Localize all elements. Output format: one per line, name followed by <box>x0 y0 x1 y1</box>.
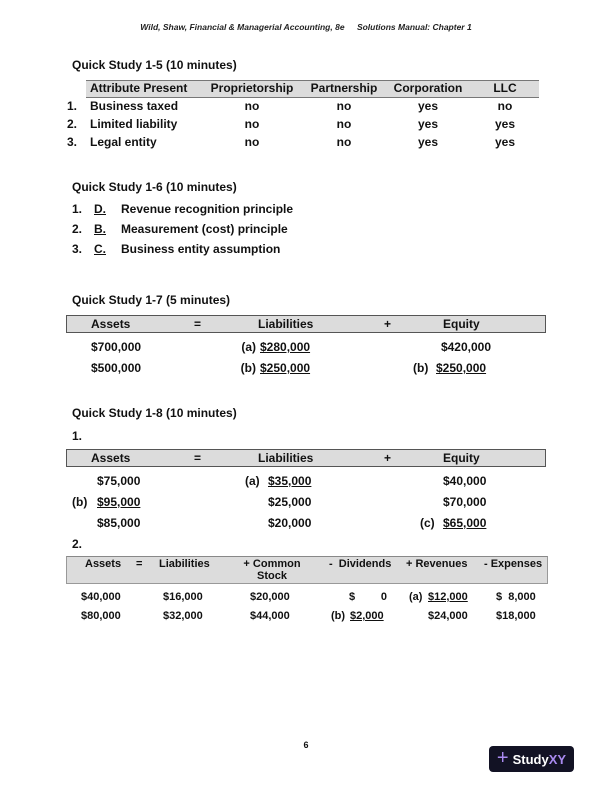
equity-value: $40,000 <box>443 474 487 488</box>
item-answer: B. <box>94 222 106 236</box>
p2-col-liabilities: Liabilities <box>159 558 210 570</box>
dividends-symbol: $ <box>349 591 356 603</box>
item-answer: D. <box>94 202 106 216</box>
cell: no <box>336 117 352 131</box>
liabilities-value: $20,000 <box>268 516 312 530</box>
equity-value: $65,000 <box>443 516 487 530</box>
qs17-col-assets: Assets <box>91 317 131 331</box>
cell: yes <box>417 135 439 149</box>
liabilities-value: $250,000 <box>260 361 311 375</box>
p2-col-common: + Common <box>243 558 301 570</box>
cell: yes <box>494 117 516 131</box>
item-text: Measurement (cost) principle <box>121 222 288 236</box>
qs15-col-attribute: Attribute Present <box>90 81 188 95</box>
qs17-col-eq: = <box>194 317 202 331</box>
qs15-col-corporation: Corporation <box>393 81 463 95</box>
stock-value: $44,000 <box>250 610 290 622</box>
qs18-part2-label: 2. <box>72 537 83 551</box>
expenses-value: $18,000 <box>496 610 536 622</box>
dividends-value: 0 <box>380 591 387 603</box>
qs18-part1-label: 1. <box>72 429 83 443</box>
equity-value: $70,000 <box>443 495 487 509</box>
running-header <box>0 22 612 32</box>
qs15-col-llc: LLC <box>493 81 517 95</box>
liabilities-value: $280,000 <box>260 340 311 354</box>
revenues-value: $12,000 <box>428 591 468 603</box>
answer-tag: (a) <box>241 340 256 354</box>
assets-value: $700,000 <box>91 340 142 354</box>
qs17-col-equity: Equity <box>443 317 480 331</box>
cell: no <box>497 99 513 113</box>
qs18-col-liabilities: Liabilities <box>258 451 314 465</box>
item-number: 2. <box>72 222 83 236</box>
p2-col-expenses: - Expenses <box>484 558 543 570</box>
item-number: 1. <box>72 202 83 216</box>
equity-value: $250,000 <box>436 361 487 375</box>
assets-value: $75,000 <box>97 474 141 488</box>
answer-tag: (b) <box>331 610 346 622</box>
qs18-title: Quick Study 1-8 (10 minutes) <box>72 406 237 420</box>
p2-col-eq: = <box>136 558 143 570</box>
cell: no <box>336 135 352 149</box>
row-label: Business taxed <box>90 99 179 113</box>
row-label: Limited liability <box>90 117 178 131</box>
qs18-col-assets: Assets <box>91 451 131 465</box>
cell: no <box>244 117 260 131</box>
item-text: Business entity assumption <box>121 242 281 256</box>
liabilities-value: $32,000 <box>163 610 203 622</box>
liabilities-value: $25,000 <box>268 495 312 509</box>
logo-text-accent: XY <box>548 751 567 767</box>
qs18-col-equity: Equity <box>443 451 480 465</box>
page-number: 6 <box>303 740 309 750</box>
answer-tag: (a) <box>409 591 423 603</box>
assets-value: $85,000 <box>97 516 141 530</box>
assets-value: $40,000 <box>81 591 121 603</box>
row-number: 1. <box>67 99 78 113</box>
revenues-value: $24,000 <box>428 610 468 622</box>
p2-col-stock: Stock <box>257 570 287 582</box>
answer-tag: (a) <box>245 474 260 488</box>
qs17-col-plus: + <box>384 317 392 331</box>
p2-col-revenues: + Revenues <box>406 558 468 570</box>
assets-value: $95,000 <box>97 495 141 509</box>
row-number: 3. <box>67 135 78 149</box>
qs16-title: Quick Study 1-6 (10 minutes) <box>72 180 237 194</box>
assets-value: $500,000 <box>91 361 142 375</box>
qs15-col-proprietorship: Proprietorship <box>210 81 294 95</box>
manual-title: Solutions Manual: Chapter 1 <box>356 22 472 32</box>
equity-value: $420,000 <box>440 340 491 354</box>
logo-text <box>513 752 566 767</box>
cell: no <box>244 99 260 113</box>
answer-tag: (b) <box>413 361 429 375</box>
liabilities-value: $35,000 <box>268 474 312 488</box>
qs15-title: Quick Study 1-5 (10 minutes) <box>72 58 237 72</box>
qs17-col-liabilities: Liabilities <box>258 317 314 331</box>
answer-tag: (c) <box>420 516 435 530</box>
p2-col-dividends: - Dividends <box>329 558 392 570</box>
expenses-value: $ 8,000 <box>496 591 536 603</box>
p2-col-assets: Assets <box>85 558 122 570</box>
book-title: Wild, Shaw, Financial & Managerial Accounting, 8e <box>140 22 345 32</box>
answer-tag: (b) <box>72 495 88 509</box>
item-answer: C. <box>94 242 106 256</box>
item-text: Revenue recognition principle <box>121 202 294 216</box>
cell: no <box>244 135 260 149</box>
row-label: Legal entity <box>90 135 157 149</box>
assets-value: $80,000 <box>81 610 121 622</box>
cell: yes <box>417 117 439 131</box>
answer-tag: (b) <box>240 361 256 375</box>
cell: yes <box>417 99 439 113</box>
qs17-title: Quick Study 1-7 (5 minutes) <box>72 293 231 307</box>
cell: yes <box>494 135 516 149</box>
cell: no <box>336 99 352 113</box>
row-number: 2. <box>67 117 78 131</box>
qs15-col-partnership: Partnership <box>310 81 378 95</box>
dividends-value: $2,000 <box>350 610 384 622</box>
studyxy-logo[interactable] <box>489 746 574 772</box>
qs18-col-eq: = <box>194 451 202 465</box>
item-number: 3. <box>72 242 83 256</box>
liabilities-value: $16,000 <box>163 591 203 603</box>
stock-value: $20,000 <box>250 591 290 603</box>
logo-text-main: Study <box>512 751 549 767</box>
qs18-col-plus: + <box>384 451 392 465</box>
plus-icon: + <box>496 747 509 769</box>
